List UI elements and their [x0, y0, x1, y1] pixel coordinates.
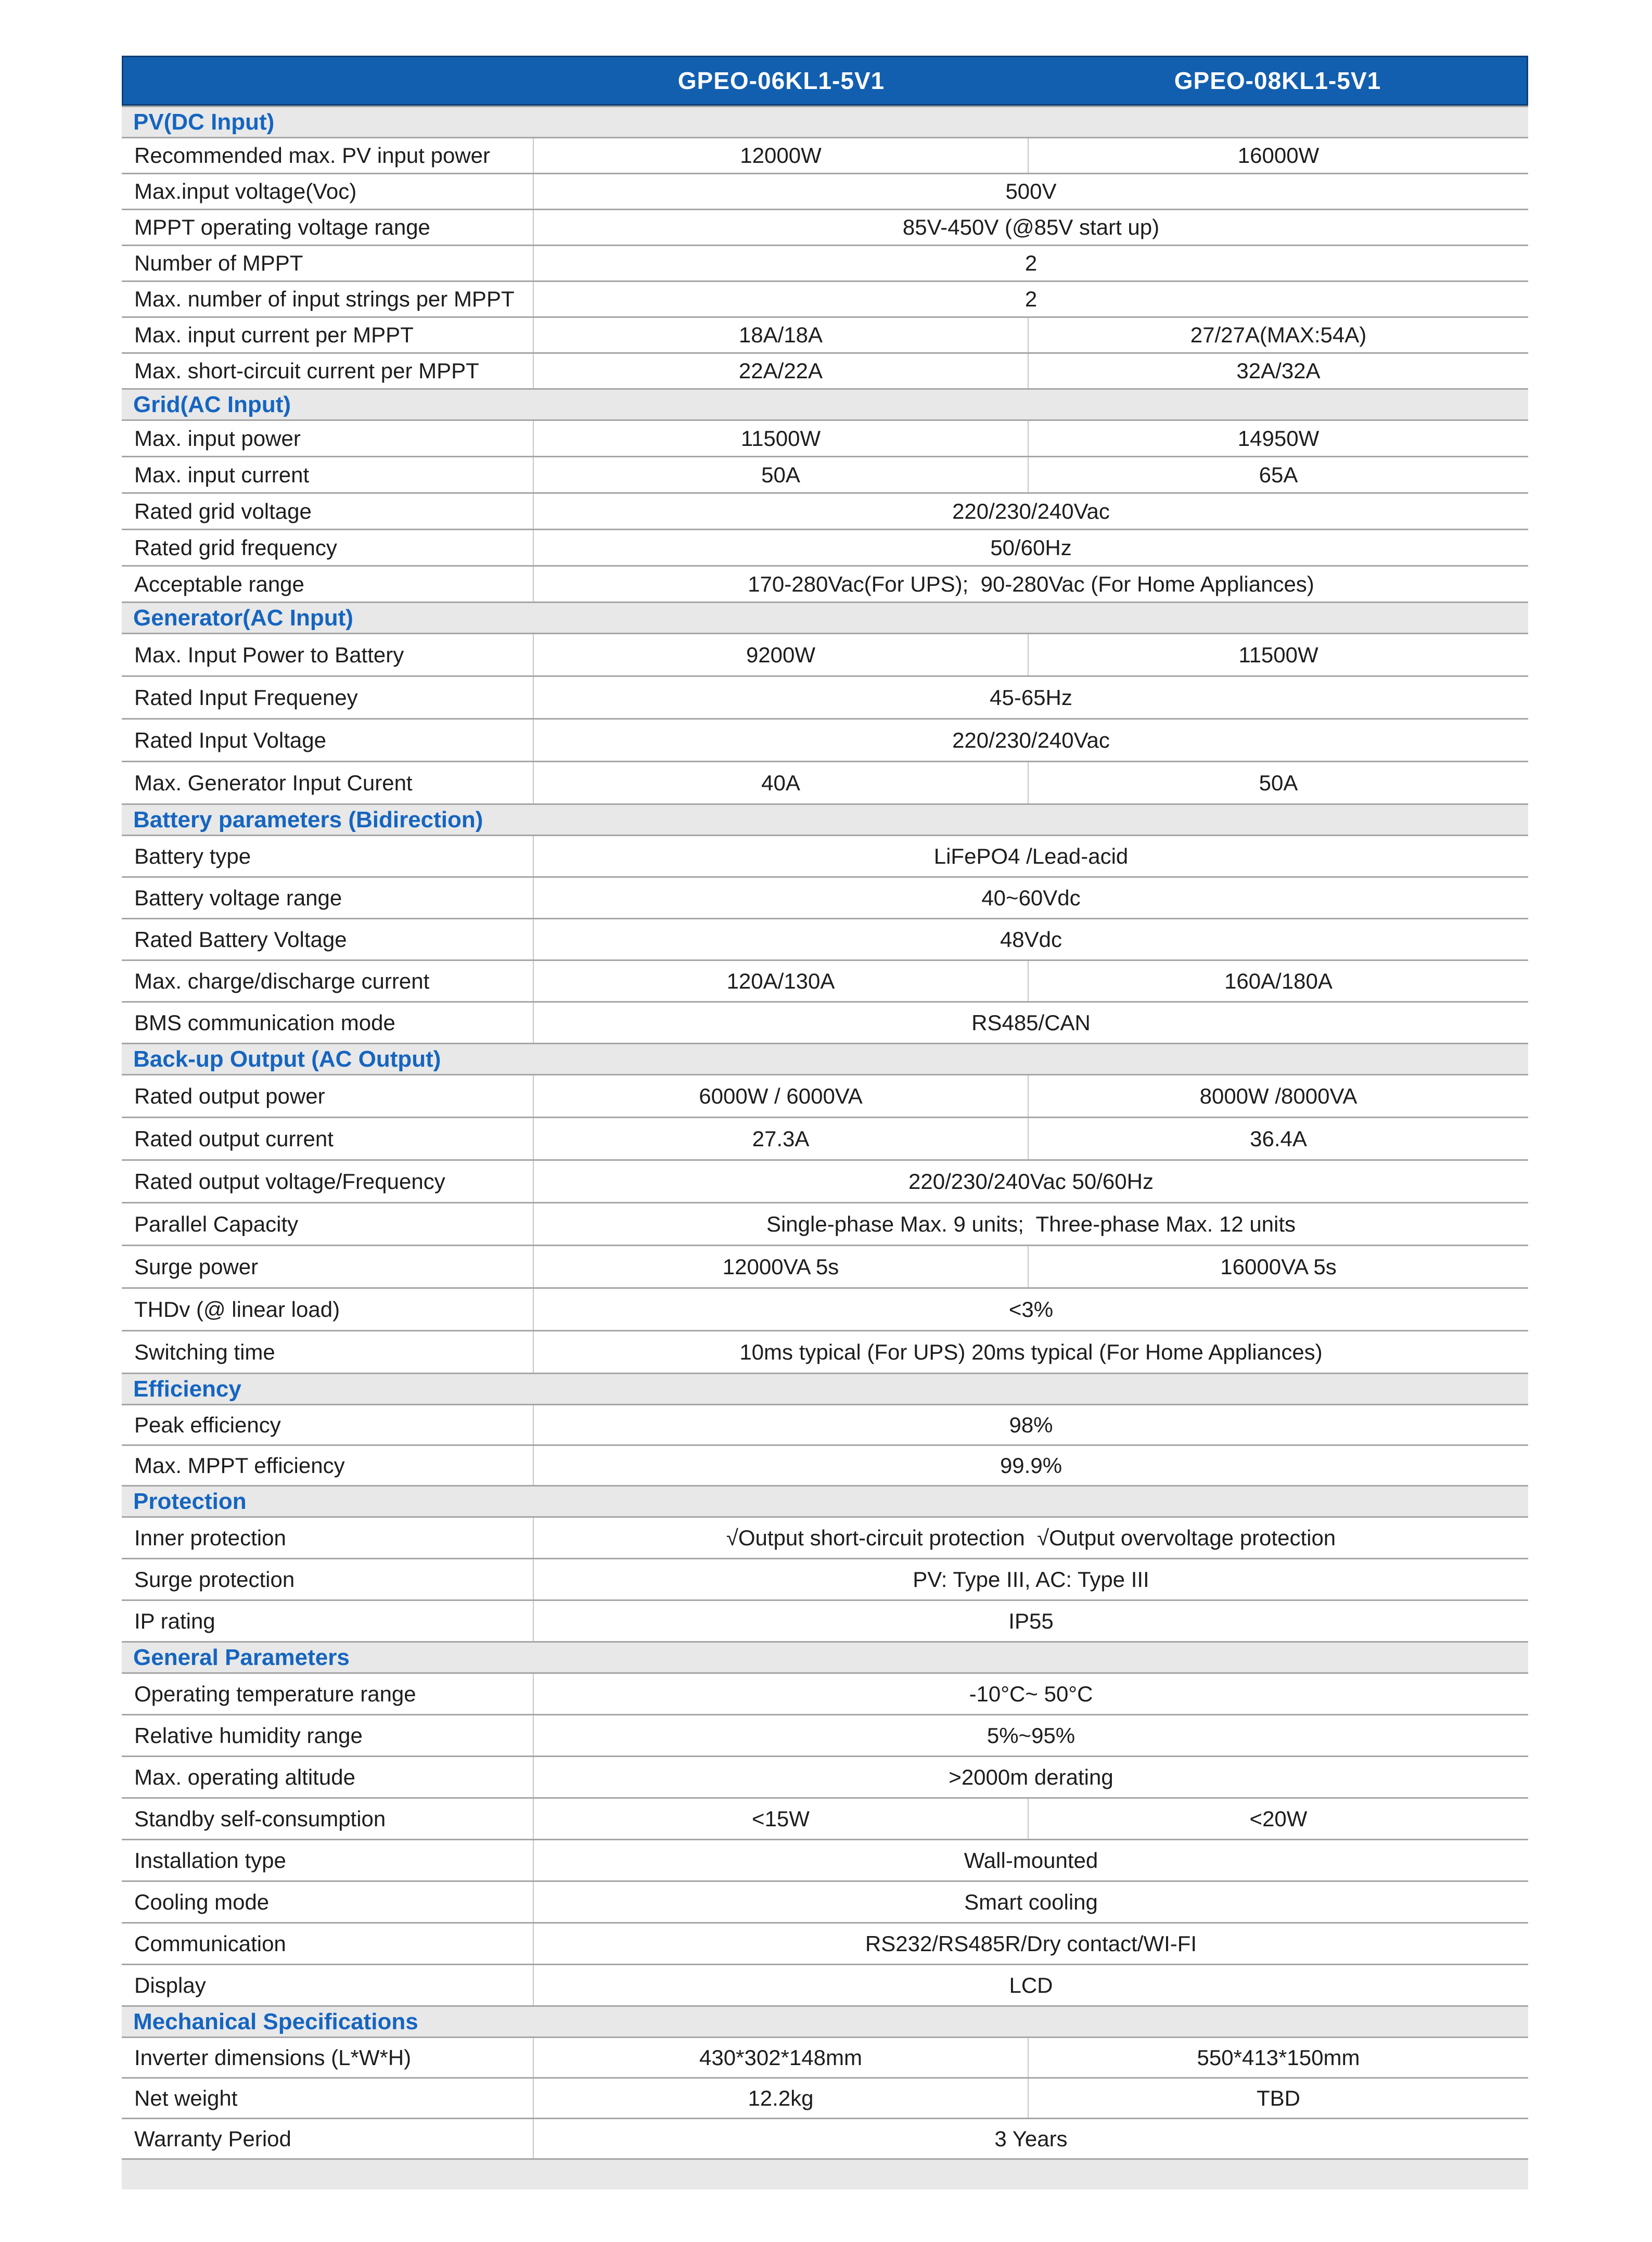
section-title: Mechanical Specifications	[133, 2008, 418, 2034]
row-label: Inner protection	[122, 1518, 534, 1558]
row-value-model-a: 22A/22A	[534, 354, 1029, 388]
row-label: Switching time	[122, 1331, 534, 1373]
row-label: Battery type	[122, 836, 534, 876]
spec-row	[122, 1330, 1528, 1373]
section-header	[122, 2005, 1528, 2036]
spec-row	[122, 1839, 1528, 1880]
spec-row	[122, 1672, 1528, 1714]
spec-row	[122, 2118, 1528, 2158]
row-value-model-b: 16000VA 5s	[1220, 1254, 1337, 1279]
spec-row	[122, 675, 1528, 718]
spec-row	[122, 1880, 1528, 1922]
row-value-model-a: 27.3A	[534, 1118, 1029, 1159]
spec-row	[122, 280, 1528, 316]
section-title: Back-up Output (AC Output)	[133, 1046, 441, 1072]
spec-row	[122, 1444, 1528, 1485]
row-label: Communication	[122, 1924, 534, 1964]
spec-row	[122, 1287, 1528, 1330]
row-label: Max. input current per MPPT	[122, 318, 534, 352]
row-label: Standby self-consumption	[122, 1799, 534, 1839]
row-label: Rated output power	[122, 1075, 534, 1117]
row-label: Max. number of input strings per MPPT	[122, 282, 534, 316]
row-value-model-b: 27/27A(MAX:54A)	[1190, 323, 1367, 347]
spec-row	[122, 1599, 1528, 1641]
row-label: Max. input power	[122, 421, 534, 456]
row-value-model-a: 120A/130A	[534, 961, 1029, 1001]
row-value-model-b: TBD	[1257, 2085, 1300, 2110]
row-value-model-b: 8000W /8000VA	[1199, 1083, 1358, 1108]
footer-band	[122, 2158, 1528, 2189]
row-value-model-b: 16000W	[1237, 143, 1320, 168]
row-label: Max. charge/discharge current	[122, 961, 534, 1001]
row-value-merged: 40~60Vdc	[981, 885, 1081, 910]
row-value-merged: 2	[1025, 287, 1038, 311]
row-label: BMS communication mode	[122, 1003, 534, 1043]
row-label: THDv (@ linear load)	[122, 1289, 534, 1330]
spec-row	[122, 1964, 1528, 2005]
row-value-merged: LiFePO4 /Lead-acid	[933, 843, 1129, 868]
row-label: Installation type	[122, 1840, 534, 1880]
row-value-model-a: 18A/18A	[534, 318, 1029, 352]
spec-row	[122, 1756, 1528, 1797]
row-label: Max. Generator Input Curent	[122, 762, 534, 803]
row-value-model-b: 32A/32A	[1236, 358, 1321, 383]
spec-row	[122, 1558, 1528, 1599]
row-label: Net weight	[122, 2079, 534, 2118]
spec-row	[122, 1074, 1528, 1117]
row-label: MPPT operating voltage range	[122, 210, 534, 245]
row-label: Rated Input Voltage	[122, 720, 534, 761]
spec-table	[122, 56, 1528, 2189]
spec-row	[122, 209, 1528, 245]
spec-row	[122, 137, 1528, 173]
model-a-header: GPEO-06KL1-5V1	[677, 67, 885, 94]
row-value-merged: Wall-mounted	[964, 1848, 1098, 1873]
row-label: Battery voltage range	[122, 878, 534, 918]
row-label: Cooling mode	[122, 1882, 534, 1922]
row-value-merged: -10°C~ 50°C	[969, 1681, 1093, 1706]
row-label: Surge power	[122, 1246, 534, 1287]
row-value-model-b: <20W	[1249, 1806, 1308, 1831]
row-value-merged: 98%	[1009, 1412, 1053, 1437]
row-label: Max. MPPT efficiency	[122, 1446, 534, 1485]
row-label: Warranty Period	[122, 2119, 534, 2158]
row-label: Rated output voltage/Frequency	[122, 1161, 534, 1202]
row-value-merged: 170-280Vac(For UPS); 90-280Vac (For Home Appliances)	[748, 571, 1314, 596]
spec-row	[122, 718, 1528, 761]
spec-row	[122, 565, 1528, 601]
row-value-merged: Single-phase Max. 9 units; Three-phase Max. 12 units	[766, 1211, 1296, 1236]
row-value-merged: RS485/CAN	[971, 1010, 1091, 1035]
section-header	[122, 803, 1528, 835]
row-value-merged: 220/230/240Vac	[952, 727, 1110, 752]
row-label: IP rating	[122, 1601, 534, 1641]
spec-row	[122, 761, 1528, 803]
row-label: Rated grid frequency	[122, 530, 534, 565]
row-label: Rated output current	[122, 1118, 534, 1159]
section-title: General Parameters	[133, 1644, 350, 1670]
row-value-merged: √Output short-circuit protection √Output overvoltage protection	[726, 1525, 1336, 1550]
row-label: Peak efficiency	[122, 1405, 534, 1444]
row-label: Max.input voltage(Voc)	[122, 174, 534, 209]
section-header	[122, 106, 1528, 137]
row-value-merged: 5%~95%	[987, 1723, 1075, 1748]
row-value-model-b: 160A/180A	[1224, 968, 1333, 993]
row-label: Recommended max. PV input power	[122, 138, 534, 173]
row-value-merged: 48Vdc	[1000, 927, 1062, 952]
spec-row	[122, 419, 1528, 456]
row-value-merged: >2000m derating	[949, 1764, 1113, 1789]
row-label: Max. short-circuit current per MPPT	[122, 354, 534, 388]
row-label: Parallel Capacity	[122, 1203, 534, 1245]
spec-row	[122, 1245, 1528, 1287]
spec-row	[122, 1159, 1528, 1202]
row-value-merged: Smart cooling	[964, 1889, 1098, 1914]
row-label: Acceptable range	[122, 567, 534, 601]
row-value-model-a: <15W	[534, 1799, 1029, 1839]
spec-row	[122, 876, 1528, 918]
spec-row	[122, 1001, 1528, 1043]
row-label: Inverter dimensions (L*W*H)	[122, 2038, 534, 2077]
spec-row	[122, 1202, 1528, 1245]
spec-row	[122, 245, 1528, 280]
row-value-merged: 50/60Hz	[990, 535, 1072, 560]
spec-row	[122, 1117, 1528, 1159]
row-value-model-a: 12000VA 5s	[534, 1246, 1029, 1287]
row-value-merged: LCD	[1009, 1972, 1053, 1997]
spec-row	[122, 173, 1528, 209]
section-header	[122, 1485, 1528, 1516]
spec-row	[122, 1516, 1528, 1558]
row-value-merged: RS232/RS485R/Dry contact/WI-FI	[865, 1931, 1197, 1956]
spec-row	[122, 633, 1528, 675]
section-title: Generator(AC Input)	[133, 605, 353, 631]
row-value-merged: PV: Type III, AC: Type III	[913, 1567, 1149, 1592]
spec-row	[122, 492, 1528, 529]
section-title: Battery parameters (Bidirection)	[133, 806, 483, 832]
section-header	[122, 1043, 1528, 1074]
spec-row	[122, 835, 1528, 876]
section-title: PV(DC Input)	[133, 109, 275, 135]
row-value-model-a: 9200W	[534, 634, 1029, 675]
row-value-merged: IP55	[1008, 1608, 1054, 1633]
spec-row	[122, 456, 1528, 492]
row-value-merged: 220/230/240Vac 50/60Hz	[908, 1169, 1154, 1194]
row-value-merged: 2	[1025, 251, 1038, 275]
row-value-model-a: 50A	[534, 457, 1029, 492]
spec-row	[122, 316, 1528, 352]
row-value-model-b: 65A	[1259, 462, 1298, 487]
row-label: Max. input current	[122, 457, 534, 492]
row-value-merged: 10ms typical (For UPS) 20ms typical (For Home Appliances)	[739, 1339, 1323, 1364]
row-value-model-a: 6000W / 6000VA	[534, 1075, 1029, 1117]
section-header	[122, 388, 1528, 419]
row-value-merged: <3%	[1008, 1297, 1054, 1322]
row-label: Display	[122, 1965, 534, 2005]
row-value-merged: 85V-450V (@85V start up)	[902, 215, 1160, 239]
row-value-model-a: 12.2kg	[534, 2079, 1029, 2118]
section-title: Protection	[133, 1488, 247, 1514]
row-value-model-b: 50A	[1259, 770, 1298, 795]
row-label: Relative humidity range	[122, 1715, 534, 1756]
row-label: Surge protection	[122, 1559, 534, 1599]
row-value-merged: 45-65Hz	[990, 685, 1072, 710]
section-title: Efficiency	[133, 1376, 241, 1402]
section-header	[122, 1373, 1528, 1404]
section-title: Grid(AC Input)	[133, 391, 291, 417]
spec-row	[122, 352, 1528, 388]
row-label: Operating temperature range	[122, 1674, 534, 1714]
row-value-merged: 220/230/240Vac	[952, 498, 1110, 523]
spec-row	[122, 918, 1528, 959]
spec-row	[122, 959, 1528, 1001]
row-label: Rated Battery Voltage	[122, 919, 534, 959]
row-value-model-a: 430*302*148mm	[534, 2038, 1029, 2077]
row-value-model-a: 40A	[534, 762, 1029, 803]
row-value-model-a: 11500W	[534, 421, 1029, 456]
spec-row	[122, 2036, 1528, 2077]
row-value-merged: 3 Years	[994, 2126, 1068, 2151]
row-value-model-b: 36.4A	[1250, 1126, 1307, 1151]
section-header	[122, 1641, 1528, 1672]
row-label: Rated Input Frequeney	[122, 677, 534, 718]
row-value-model-b: 550*413*150mm	[1197, 2045, 1360, 2070]
spec-row	[122, 1404, 1528, 1444]
table-header	[122, 56, 1528, 106]
row-label: Rated grid voltage	[122, 494, 534, 529]
row-value-merged: 99.9%	[1000, 1453, 1062, 1478]
section-header	[122, 601, 1528, 633]
row-label: Max. Input Power to Battery	[122, 634, 534, 675]
row-label: Max. operating altitude	[122, 1757, 534, 1797]
row-value-merged: 500V	[1005, 179, 1057, 203]
row-value-model-b: 11500W	[1238, 642, 1318, 667]
model-b-header: GPEO-08KL1-5V1	[1174, 67, 1381, 94]
table-body	[122, 106, 1528, 2189]
spec-row	[122, 1714, 1528, 1756]
spec-row	[122, 2077, 1528, 2118]
spec-row	[122, 529, 1528, 565]
spec-row	[122, 1922, 1528, 1964]
row-value-model-b: 14950W	[1237, 426, 1320, 451]
row-label: Number of MPPT	[122, 246, 534, 280]
spec-row	[122, 1797, 1528, 1839]
row-value-model-a: 12000W	[534, 138, 1029, 173]
